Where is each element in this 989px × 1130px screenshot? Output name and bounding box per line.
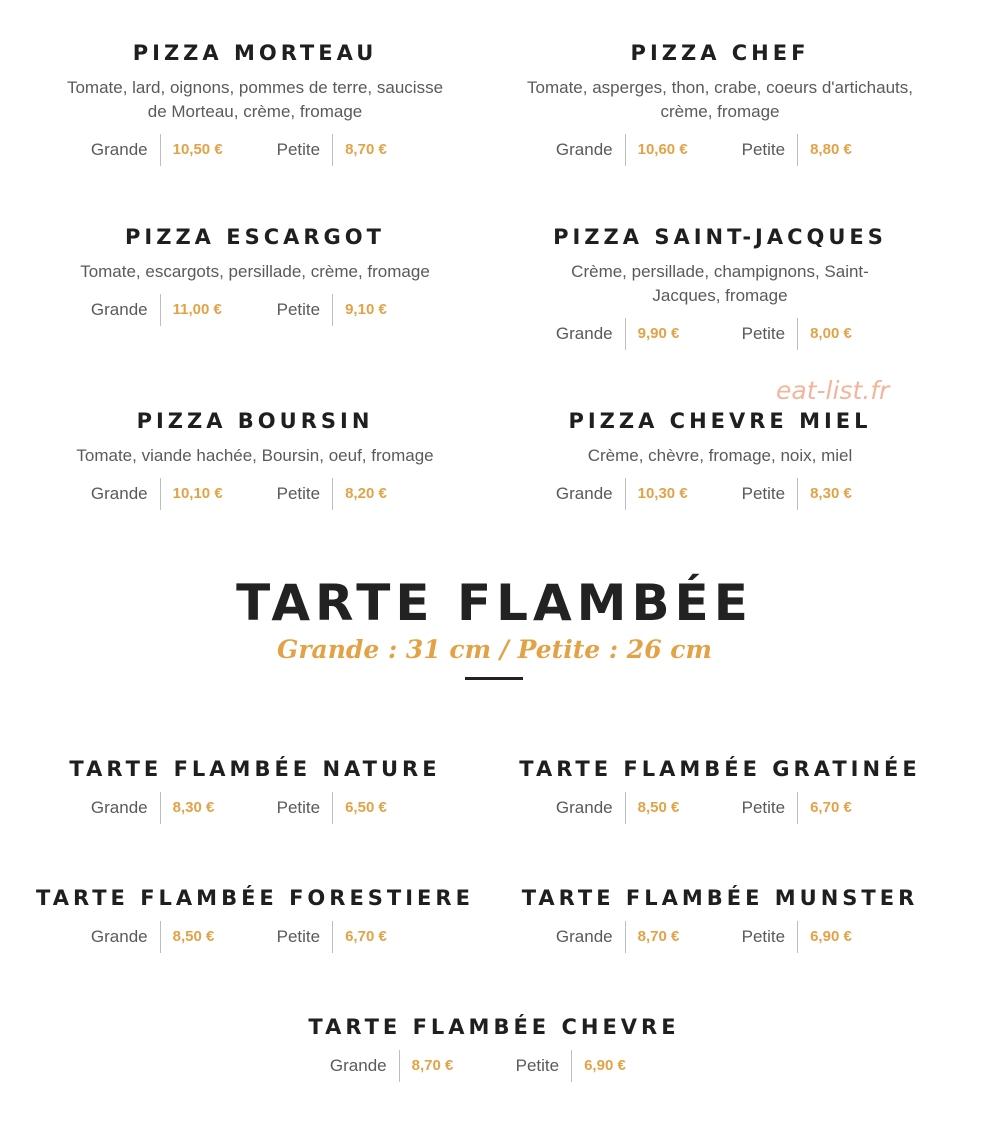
petite-label: Petite	[741, 140, 786, 159]
price-row	[500, 921, 940, 953]
grande-price: 10,50 €	[160, 134, 247, 166]
price-row	[35, 921, 475, 953]
price-row	[35, 134, 475, 166]
petite-price: 6,70 €	[332, 921, 419, 953]
grande-price: 8,70 €	[625, 921, 712, 953]
item-title: PIZZA CHEF	[630, 41, 810, 65]
menu-item-pizza-boursin	[35, 408, 475, 510]
petite-price: 8,80 €	[797, 134, 884, 166]
item-title: TARTE FLAMBÉE CHEVRE	[308, 1015, 680, 1039]
grande-price: 11,00 €	[160, 294, 247, 326]
grande-price: 9,90 €	[625, 318, 712, 350]
menu-item-tarte-chevre	[274, 1014, 714, 1082]
grande-label: Grande	[90, 140, 148, 159]
petite-label: Petite	[276, 484, 321, 503]
grande-label: Grande	[90, 300, 148, 319]
item-title: PIZZA CHEVRE MIEL	[568, 409, 872, 433]
petite-price: 9,10 €	[332, 294, 419, 326]
petite-label: Petite	[276, 798, 321, 817]
petite-label: Petite	[741, 927, 786, 946]
petite-price: 8,20 €	[332, 478, 419, 510]
grande-label: Grande	[555, 927, 613, 946]
menu-item-pizza-escargot	[35, 224, 475, 326]
price-row	[35, 478, 475, 510]
item-title: PIZZA BOURSIN	[136, 409, 374, 433]
item-title: PIZZA SAINT-JACQUES	[553, 225, 887, 249]
item-title: TARTE FLAMBÉE MUNSTER	[521, 886, 919, 910]
menu-item-pizza-chevre-miel	[500, 408, 940, 510]
item-description: Tomate, lard, oignons, pommes de terre, saucisse de Morteau, crème, fromage	[66, 78, 444, 121]
petite-price: 8,30 €	[797, 478, 884, 510]
grande-label: Grande	[555, 484, 613, 503]
menu-item-pizza-morteau	[35, 40, 475, 166]
item-description: Crème, chèvre, fromage, noix, miel	[587, 446, 853, 465]
price-row	[500, 318, 940, 350]
grande-price: 8,30 €	[160, 792, 247, 824]
petite-label: Petite	[276, 300, 321, 319]
petite-label: Petite	[276, 927, 321, 946]
item-description: Tomate, escargots, persillade, crème, fromage	[80, 262, 430, 281]
petite-label: Petite	[741, 324, 786, 343]
petite-price: 6,50 €	[332, 792, 419, 824]
menu-item-tarte-forestiere	[35, 885, 475, 953]
price-row	[500, 792, 940, 824]
petite-price: 6,70 €	[797, 792, 884, 824]
price-row	[500, 478, 940, 510]
grande-label: Grande	[90, 927, 148, 946]
item-title: TARTE FLAMBÉE NATURE	[69, 757, 441, 781]
menu-item-pizza-saint-jacques	[500, 224, 940, 350]
petite-label: Petite	[515, 1056, 560, 1075]
item-title: TARTE FLAMBÉE GRATINÉE	[519, 757, 921, 781]
petite-price: 8,70 €	[332, 134, 419, 166]
menu-item-tarte-munster	[500, 885, 940, 953]
petite-price: 8,00 €	[797, 318, 884, 350]
item-title: PIZZA ESCARGOT	[125, 225, 385, 249]
grande-price: 8,70 €	[399, 1050, 486, 1082]
price-row	[500, 134, 940, 166]
grande-price: 10,30 €	[625, 478, 712, 510]
petite-price: 6,90 €	[797, 921, 884, 953]
petite-price: 6,90 €	[571, 1050, 658, 1082]
price-row	[274, 1050, 714, 1082]
grande-price: 8,50 €	[625, 792, 712, 824]
grande-price: 8,50 €	[160, 921, 247, 953]
grande-price: 10,60 €	[625, 134, 712, 166]
menu-item-tarte-gratinee	[500, 756, 940, 824]
grande-price: 10,10 €	[160, 478, 247, 510]
item-title: TARTE FLAMBÉE FORESTIERE	[36, 886, 474, 910]
item-description: Crème, persillade, champignons, Saint-Jacques, fromage	[571, 262, 869, 305]
grande-label: Grande	[555, 140, 613, 159]
section-divider	[465, 677, 523, 680]
petite-label: Petite	[276, 140, 321, 159]
grande-label: Grande	[329, 1056, 387, 1075]
grande-label: Grande	[555, 798, 613, 817]
petite-label: Petite	[741, 798, 786, 817]
item-description: Tomate, asperges, thon, crabe, coeurs d'artichauts, crème, fromage	[527, 78, 913, 121]
price-row	[35, 294, 475, 326]
watermark: eat-list.fr	[776, 376, 890, 405]
grande-label: Grande	[555, 324, 613, 343]
price-row	[35, 792, 475, 824]
section-subtitle: Grande : 31 cm / Petite : 26 cm	[277, 635, 712, 664]
menu-item-pizza-chef	[500, 40, 940, 166]
petite-label: Petite	[741, 484, 786, 503]
item-description: Tomate, viande hachée, Boursin, oeuf, fromage	[76, 446, 434, 465]
grande-label: Grande	[90, 798, 148, 817]
menu-item-tarte-nature	[35, 756, 475, 824]
section-title: TARTE FLAMBÉE	[236, 574, 753, 632]
item-title: PIZZA MORTEAU	[132, 41, 378, 65]
grande-label: Grande	[90, 484, 148, 503]
